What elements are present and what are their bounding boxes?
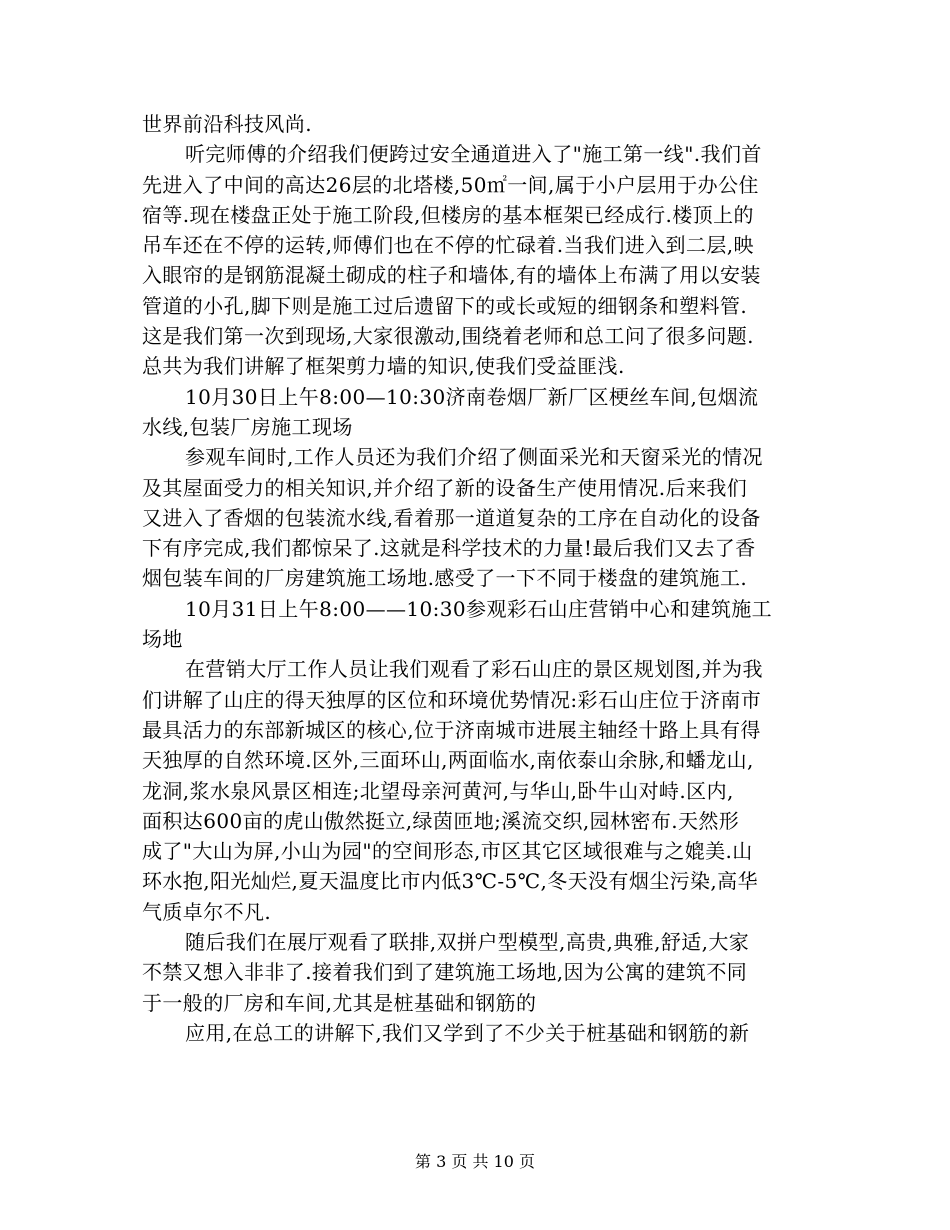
- text-line: 环水抱,阳光灿烂,夏天温度比市内低3℃-5℃,冬天没有烟尘污染,高华: [142, 869, 758, 894]
- text-line: 们讲解了山庄的得天独厚的区位和环境优势情况:彩石山庄位于济南市: [142, 687, 762, 712]
- text-line: 10月30日上午8:00—10:30济南卷烟厂新厂区梗丝车间,包烟流: [185, 384, 759, 409]
- text-line: 不禁又想入非非了.接着我们到了建筑施工场地,因为公寓的建筑不同: [142, 960, 748, 985]
- text-line: 应用,在总工的讲解下,我们又学到了不少关于桩基础和钢筋的新: [185, 1020, 750, 1045]
- text-line: 场地: [142, 627, 183, 652]
- page-number-footer: 第 3 页 共 10 页: [415, 1152, 535, 1171]
- text-line: 吊车还在不停的运转,师傅们也在不停的忙碌着.当我们进入到二层,映: [142, 233, 754, 258]
- text-line: 又进入了香烟的包装流水线,看着那一道道复杂的工序在自动化的设备: [142, 505, 761, 530]
- text-line: 面积达600亩的虎山傲然挺立,绿茵匝地;溪流交织,园林密布.天然形: [142, 808, 740, 833]
- text-line: 先进入了中间的高达26层的北塔楼,50㎡一间,属于小户层用于办公住: [142, 172, 759, 197]
- document-body: [142, 109, 810, 1048]
- text-line: 最具活力的东部新城区的核心,位于济南城市进展主轴经十路上具有得: [142, 717, 761, 742]
- text-line: 宿等.现在楼盘正处于施工阶段,但楼房的基本框架已经成行.楼顶上的: [142, 202, 754, 227]
- text-line: 及其屋面受力的相关知识,并介绍了新的设备生产使用情况.后来我们: [142, 475, 748, 500]
- text-line: 气质卓尔不凡.: [142, 899, 272, 924]
- text-line: 水线,包装厂房施工现场: [142, 414, 353, 439]
- text-line: 听完师傅的介绍我们便跨过安全通道进入了"施工第一线".我们首: [185, 142, 762, 167]
- text-line: 入眼帘的是钢筋混凝土砌成的柱子和墙体,有的墙体上布满了用以安装: [142, 263, 761, 288]
- text-line: 世界前沿科技风尚.: [142, 112, 312, 136]
- text-line: 参观车间时,工作人员还为我们介绍了侧面采光和天窗采光的情况: [185, 445, 763, 470]
- text-line: 天独厚的自然环境.区外,三面环山,两面临水,南依泰山余脉,和蟠龙山,: [142, 748, 754, 773]
- text-line: 在营销大厅工作人员让我们观看了彩石山庄的景区规划图,并为我: [185, 657, 763, 682]
- text-line: 下有序完成,我们都惊呆了.这就是科学技术的力量!最后我们又去了香: [142, 536, 756, 561]
- text-line: 成了"大山为屏,小山为园"的空间形态,市区其它区域很难与之媲美.山: [142, 839, 753, 864]
- text-line: 随后我们在展厅观看了联排,双拼户型模型,高贵,典雅,舒适,大家: [185, 930, 750, 955]
- text-line: 总共为我们讲解了框架剪力墙的知识,使我们受益匪浅.: [142, 354, 625, 379]
- text-line: 烟包装车间的厂房建筑施工场地.感受了一下不同于楼盘的建筑施工.: [142, 566, 748, 591]
- text-line: 龙洞,浆水泉风景区相连;北望母亲河黄河,与华山,卧牛山对峙.区内,: [142, 778, 734, 803]
- text-line: 这是我们第一次到现场,大家很激动,围绕着老师和总工问了很多问题.: [142, 324, 754, 349]
- text-line: 于一般的厂房和车间,尤其是桩基础和钢筋的: [142, 990, 537, 1015]
- text-line: 10月31日上午8:00——10:30参观彩石山庄营销中心和建筑施工: [185, 596, 773, 621]
- text-line: 管道的小孔,脚下则是施工过后遗留下的或长或短的细钢条和塑料管.: [142, 293, 748, 318]
